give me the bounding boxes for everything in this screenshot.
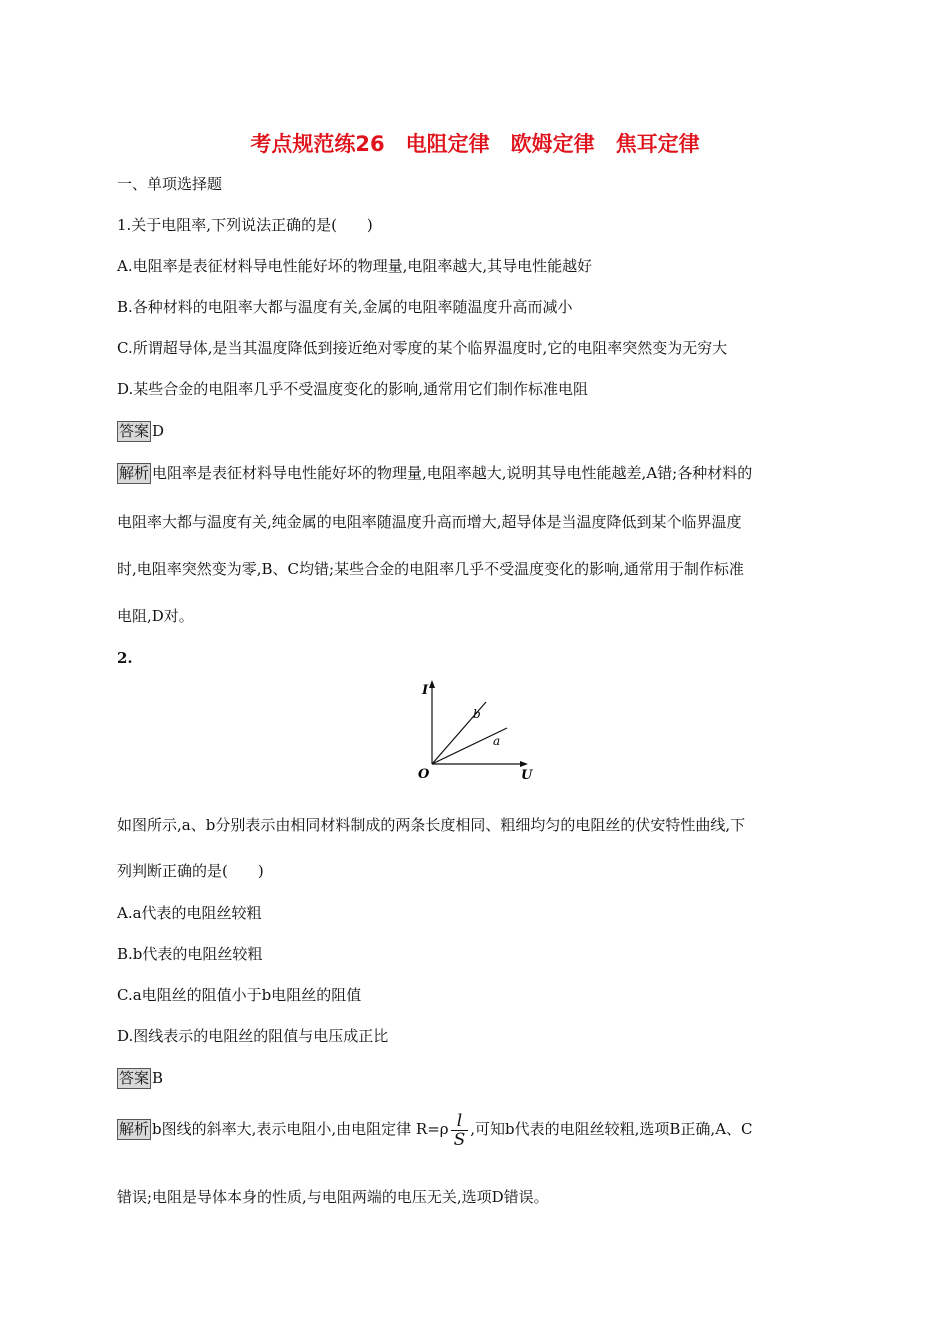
line-b-label: b — [473, 707, 481, 721]
page-title: 考点规范练26 电阻定律 欧姆定律 焦耳定律 — [250, 132, 700, 156]
q2-analysis-line-2: 错误;电阻是导体本身的性质,与电阻两端的电压无关,选项D错误。 — [117, 1188, 549, 1206]
q1-analysis-line-3: 时,电阻率突然变为零,B、C均错;某些合金的电阻率几乎不受温度变化的影响,通常用于制作标准 — [117, 560, 744, 578]
q1-option-c: C.所谓超导体,是当其温度降低到接近绝对零度的某个临界温度时,它的电阻率突然变为无穷大 — [117, 339, 728, 357]
y-axis-label: I — [422, 683, 429, 698]
analysis-text-post: ,可知b代表的电阻丝较粗,选项B正确,A、C — [470, 1120, 753, 1138]
fraction-denominator: S — [453, 1129, 466, 1150]
fraction-numerator: l — [451, 1112, 469, 1131]
origin-label: O — [418, 767, 430, 782]
section-heading: 一、单项选择题 — [117, 175, 223, 193]
q1-analysis-line-4: 电阻,D对。 — [117, 607, 194, 625]
x-axis-label: U — [521, 768, 533, 783]
analysis-text: 电阻率是表征材料导电性能好坏的物理量,电阻率越大,说明其导电性能越差,A错;各种材料的 — [152, 464, 753, 482]
answer-value: D — [152, 422, 165, 440]
q2-analysis-line-1 — [117, 1110, 753, 1149]
q2-option-a: A.a代表的电阻丝较粗 — [117, 904, 262, 922]
q2-stem-line-1: 如图所示,a、b分别表示由相同材料制成的两条长度相同、粗细均匀的电阻丝的伏安特性曲线,下 — [117, 816, 746, 834]
analysis-tag: 解析 — [119, 464, 150, 482]
resistivity-fraction — [451, 1112, 469, 1149]
q2-number: 2. — [117, 649, 133, 667]
q1-analysis-line-2: 电阻率大都与温度有关,纯金属的电阻率随温度升高而增大,超导体是当温度降低到某个临界温度 — [117, 513, 742, 531]
y-axis-arrow — [429, 680, 435, 688]
answer-value: B — [152, 1069, 164, 1087]
q2-answer — [117, 1068, 163, 1089]
line-a-label: a — [493, 734, 501, 748]
q1-analysis-line-1 — [117, 463, 752, 484]
q2-option-b: B.b代表的电阻丝较粗 — [117, 945, 263, 963]
q1-answer — [117, 421, 164, 442]
answer-tag: 答案 — [119, 422, 150, 440]
answer-tag: 答案 — [119, 1069, 150, 1087]
iu-graph — [410, 678, 540, 788]
analysis-tag: 解析 — [119, 1120, 150, 1138]
q2-stem-line-2: 列判断正确的是( ) — [117, 862, 264, 880]
x-axis-arrow — [520, 761, 528, 767]
q2-option-c: C.a电阻丝的阻值小于b电阻丝的阻值 — [117, 986, 362, 1004]
q2-option-d: D.图线表示的电阻丝的阻值与电压成正比 — [117, 1027, 389, 1045]
analysis-text-pre: b图线的斜率大,表示电阻小,由电阻定律 R=ρ — [152, 1120, 449, 1138]
q1-option-b: B.各种材料的电阻率大都与温度有关,金属的电阻率随温度升高而减小 — [117, 298, 573, 316]
q1-option-a: A.电阻率是表征材料导电性能好坏的物理量,电阻率越大,其导电性能越好 — [117, 257, 593, 275]
q1-stem: 1.关于电阻率,下列说法正确的是( ) — [117, 216, 373, 234]
q1-option-d: D.某些合金的电阻率几乎不受温度变化的影响,通常用它们制作标准电阻 — [117, 380, 589, 398]
